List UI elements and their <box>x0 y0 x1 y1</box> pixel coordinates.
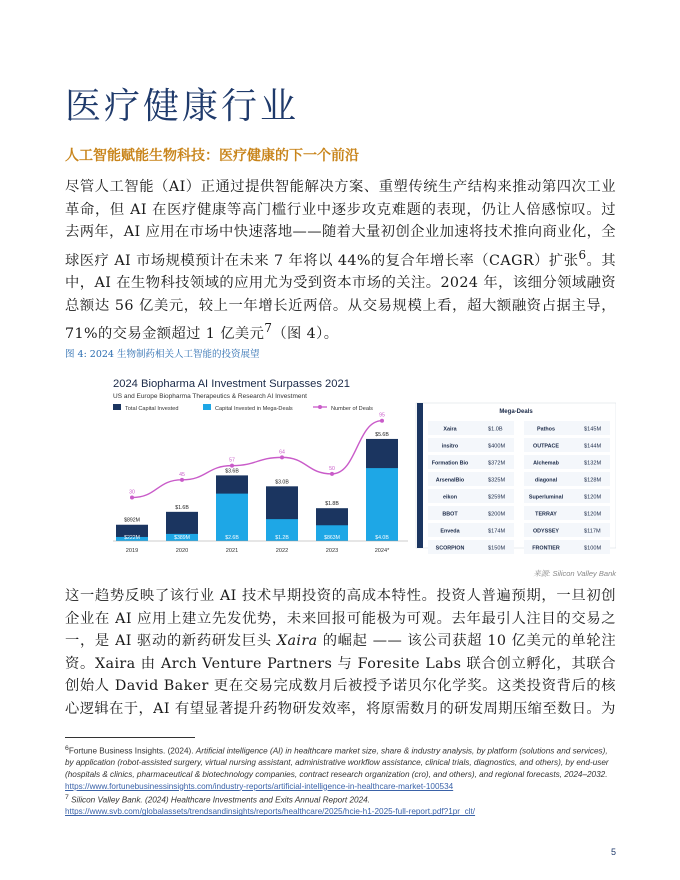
paragraph-1-text-c: （图 4）。 <box>272 326 339 343</box>
legend-label-2: Number of Deals <box>331 406 373 412</box>
footnote-7-title: Silicon Valley Bank. (2024) Healthcare Investments and Exits Annual Report 2024. <box>71 795 370 805</box>
deal-amount: $400M <box>488 443 506 450</box>
label-mega-2023: $863M <box>324 535 340 541</box>
company-logo-FRONTIER: FRONTIER <box>532 545 560 552</box>
label-total-2024*: $5.6B <box>375 431 389 438</box>
deal-amount: $120M <box>584 494 602 501</box>
company-logo-eikon: eikon <box>442 494 458 501</box>
footnote-6-number: 6 <box>65 745 69 752</box>
legend-swatch-1 <box>203 404 211 410</box>
deal-amount: $132M <box>584 460 602 467</box>
footnote-ref-7[interactable]: 7 <box>264 321 273 336</box>
deal-amount: $120M <box>584 511 602 518</box>
company-logo-BBOT: BBOT <box>442 511 458 518</box>
legend-swatch-0 <box>113 404 121 410</box>
company-logo-Alchemab: Alchemab <box>533 460 559 467</box>
footnotes <box>65 743 616 818</box>
deal-amount: $117M <box>584 528 601 535</box>
paragraph-2 <box>65 585 616 721</box>
x-tick-2019: 2019 <box>125 548 139 554</box>
legend-label-0: Total Capital Invested <box>125 406 179 412</box>
label-total-2020: $1.6B <box>175 504 189 511</box>
deal-amount: $325M <box>488 477 506 484</box>
company-logo-diagonal: diagonal <box>534 477 558 484</box>
footnote-6-title: Artificial intelligence (AI) in healthcare market size, share & industry analysis, by platform (solutions and services), by application (robot-assisted surgery, virtual nursing assistant, administrative workflow assistance, clinical trials, diagnostics, and others), by end-user (hospitals & clinics, pharmaceutical & biotechnology companies, contract research organization (cro), and others), and regional forecasts, 2024–2032. <box>65 746 609 779</box>
deals-label-2022: 64 <box>279 449 285 456</box>
deal-amount: $145M <box>584 426 602 433</box>
deal-amount: $1.0B <box>488 426 503 433</box>
company-logo-Formation Bio: Formation Bio <box>431 460 469 467</box>
deals-line-path <box>132 421 382 498</box>
label-mega-2024*: $4.0B <box>375 535 389 541</box>
company-logo-Pathos: Pathos <box>537 426 555 433</box>
deals-point-2020 <box>180 478 184 482</box>
section-subtitle: 人工智能赋能生物科技：医疗健康的下一个前沿 <box>65 148 359 164</box>
company-logo-Superluminal: Superluminal <box>528 494 564 501</box>
footnote-6 <box>65 743 616 792</box>
deals-label-2024*: 95 <box>379 412 385 419</box>
label-total-2019: $892M <box>124 517 140 524</box>
footnote-7-number: 7 <box>65 794 69 802</box>
deals-point-2022 <box>280 455 284 459</box>
page-title: 医疗健康行业 <box>65 86 300 127</box>
paragraph-1-text-a: 尽管人工智能（AI）正通过提供智能解决方案、重塑传统生产结构来推动第四次工业革命，但 AI 在医疗健康等高门槛行业中逐步攻克难题的表现，仍让人倍感惊叹。过去两年，AI 应用在市场中快速落地——随着大量初创企业加速将技术推向商业化，全球医疗 AI 市场规模预计在未来 7 年将以 44%的复合年增长率（CAGR）扩张 <box>65 179 616 269</box>
paragraph-2-text-a: 这一趋势反映了该行业 AI 技术早期投资的高成本特性。投资人普遍预期，一旦初创企业在 AI 应用上建立先发优势，未来回报可能极为可观。去年最引人注目的交易之一，是 AI 驱动的新药研发巨头 <box>65 588 616 650</box>
x-axis <box>113 541 408 554</box>
bar-mega-2021 <box>216 494 248 541</box>
legend-label-1: Capital Invested in Mega-Deals <box>215 406 293 412</box>
company-logo-SCORPION: SCORPION <box>435 545 465 552</box>
xaira-name: Xaira <box>276 633 318 650</box>
company-logo-TERRAY: TERRAY <box>535 511 557 518</box>
deals-point-2021 <box>230 464 234 468</box>
legend-swatch-dot <box>318 405 322 409</box>
deals-label-2019: 30 <box>129 489 135 496</box>
x-tick-2024*: 2024* <box>374 548 390 554</box>
paragraph-2-text-b: 的崛起 —— 该公司获超 10 亿美元的单轮注资。Xaira 由 Arch Venture Partners 与 Foresite Labs 联合创立孵化，其联合创始人 David Baker 更在交易完成数月后被授予诺贝尔化学奖。这类投资背后的核心逻辑在于，AI 有望显著提升药物研发效率，将原需数月的研发周期压缩至数日。为 <box>65 633 617 717</box>
deals-label-2023: 50 <box>329 465 335 472</box>
deal-amount: $100M <box>584 545 602 552</box>
paragraph-1 <box>65 176 616 346</box>
footnote-divider <box>65 737 195 738</box>
chart-title: 2024 Biopharma AI Investment Surpasses 2021 <box>113 378 350 390</box>
figure-caption: 图 4: 2024 生物制药相关人工智能的投资展望 <box>65 349 260 360</box>
mega-deals-accent <box>417 403 423 548</box>
deal-amount: $150M <box>488 545 506 552</box>
page-number: 5 <box>610 847 616 857</box>
chart-subtitle: US and Europe Biopharma Therapeutics & Research AI Investment <box>113 393 307 400</box>
footnote-7-link[interactable]: https://www.svb.com/globalassets/trendsandinsights/reports/healthcare/2025/hcie-h1-2025-full-report.pdf?1pr_clt/ <box>65 807 476 817</box>
chart-bars <box>116 432 398 541</box>
paragraph-1-text-b: 。其中，AI 在生物科技领域的应用尤为受到资本市场的关注。2024 年，该细分领域融资总额达 56 亿美元，较上一年增长近两倍。从交易规模上看，超大额融资占据主导，71%的交易金额超过 1 亿美元 <box>65 252 616 343</box>
deal-amount: $144M <box>584 443 602 450</box>
deal-amount: $128M <box>584 477 602 484</box>
label-mega-2020: $389M <box>174 535 190 541</box>
investment-chart <box>113 373 616 563</box>
deal-amount: $372M <box>488 460 506 467</box>
footnote-7 <box>65 792 616 818</box>
x-tick-2023: 2023 <box>325 548 339 554</box>
footnote-ref-6[interactable]: 6 <box>578 247 587 262</box>
label-mega-2021: $2.6B <box>225 535 239 541</box>
figure-source: 来源: Silicon Valley Bank <box>533 569 616 578</box>
footnote-6-link[interactable]: https://www.fortunebusinessinsights.com/industry-reports/artificial-intelligence-in-healthcare-market-100534 <box>65 781 454 791</box>
company-logo-ODYSSEY: ODYSSEY <box>532 528 560 535</box>
company-logo-insitro: insitro <box>441 443 459 450</box>
company-logo-Xaira: Xaira <box>443 426 457 433</box>
mega-deals-panel <box>416 403 616 554</box>
deal-amount: $200M <box>488 511 506 518</box>
label-mega-2019: $222M <box>124 535 140 541</box>
x-tick-2021: 2021 <box>225 548 239 554</box>
company-logo-OUTPACE: OUTPACE <box>533 443 559 450</box>
label-total-2023: $1.8B <box>325 501 339 508</box>
company-logo-Enveda: Enveda <box>440 528 460 535</box>
footnote-6-source: Fortune Business Insights. (2024). <box>68 746 196 756</box>
label-mega-2022: $1.2B <box>275 535 289 541</box>
deals-label-2021: 57 <box>229 457 235 464</box>
x-tick-2020: 2020 <box>175 548 189 554</box>
bar-mega-2024* <box>366 468 398 541</box>
deal-amount: $259M <box>488 494 506 501</box>
label-total-2022: $3.0B <box>275 479 289 486</box>
mega-deals-title: Mega-Deals <box>499 409 533 415</box>
deals-label-2020: 45 <box>179 471 185 478</box>
company-logo-ArsenalBio: ArsenalBio <box>435 477 465 484</box>
deals-point-2023 <box>330 472 334 476</box>
x-tick-2022: 2022 <box>275 548 289 554</box>
label-total-2021: $3.6B <box>225 468 239 475</box>
deals-line <box>129 413 385 500</box>
deal-amount: $174M <box>488 528 506 535</box>
deals-point-2019 <box>130 496 134 500</box>
deals-point-2024* <box>380 419 384 423</box>
chart-legend <box>113 404 373 412</box>
